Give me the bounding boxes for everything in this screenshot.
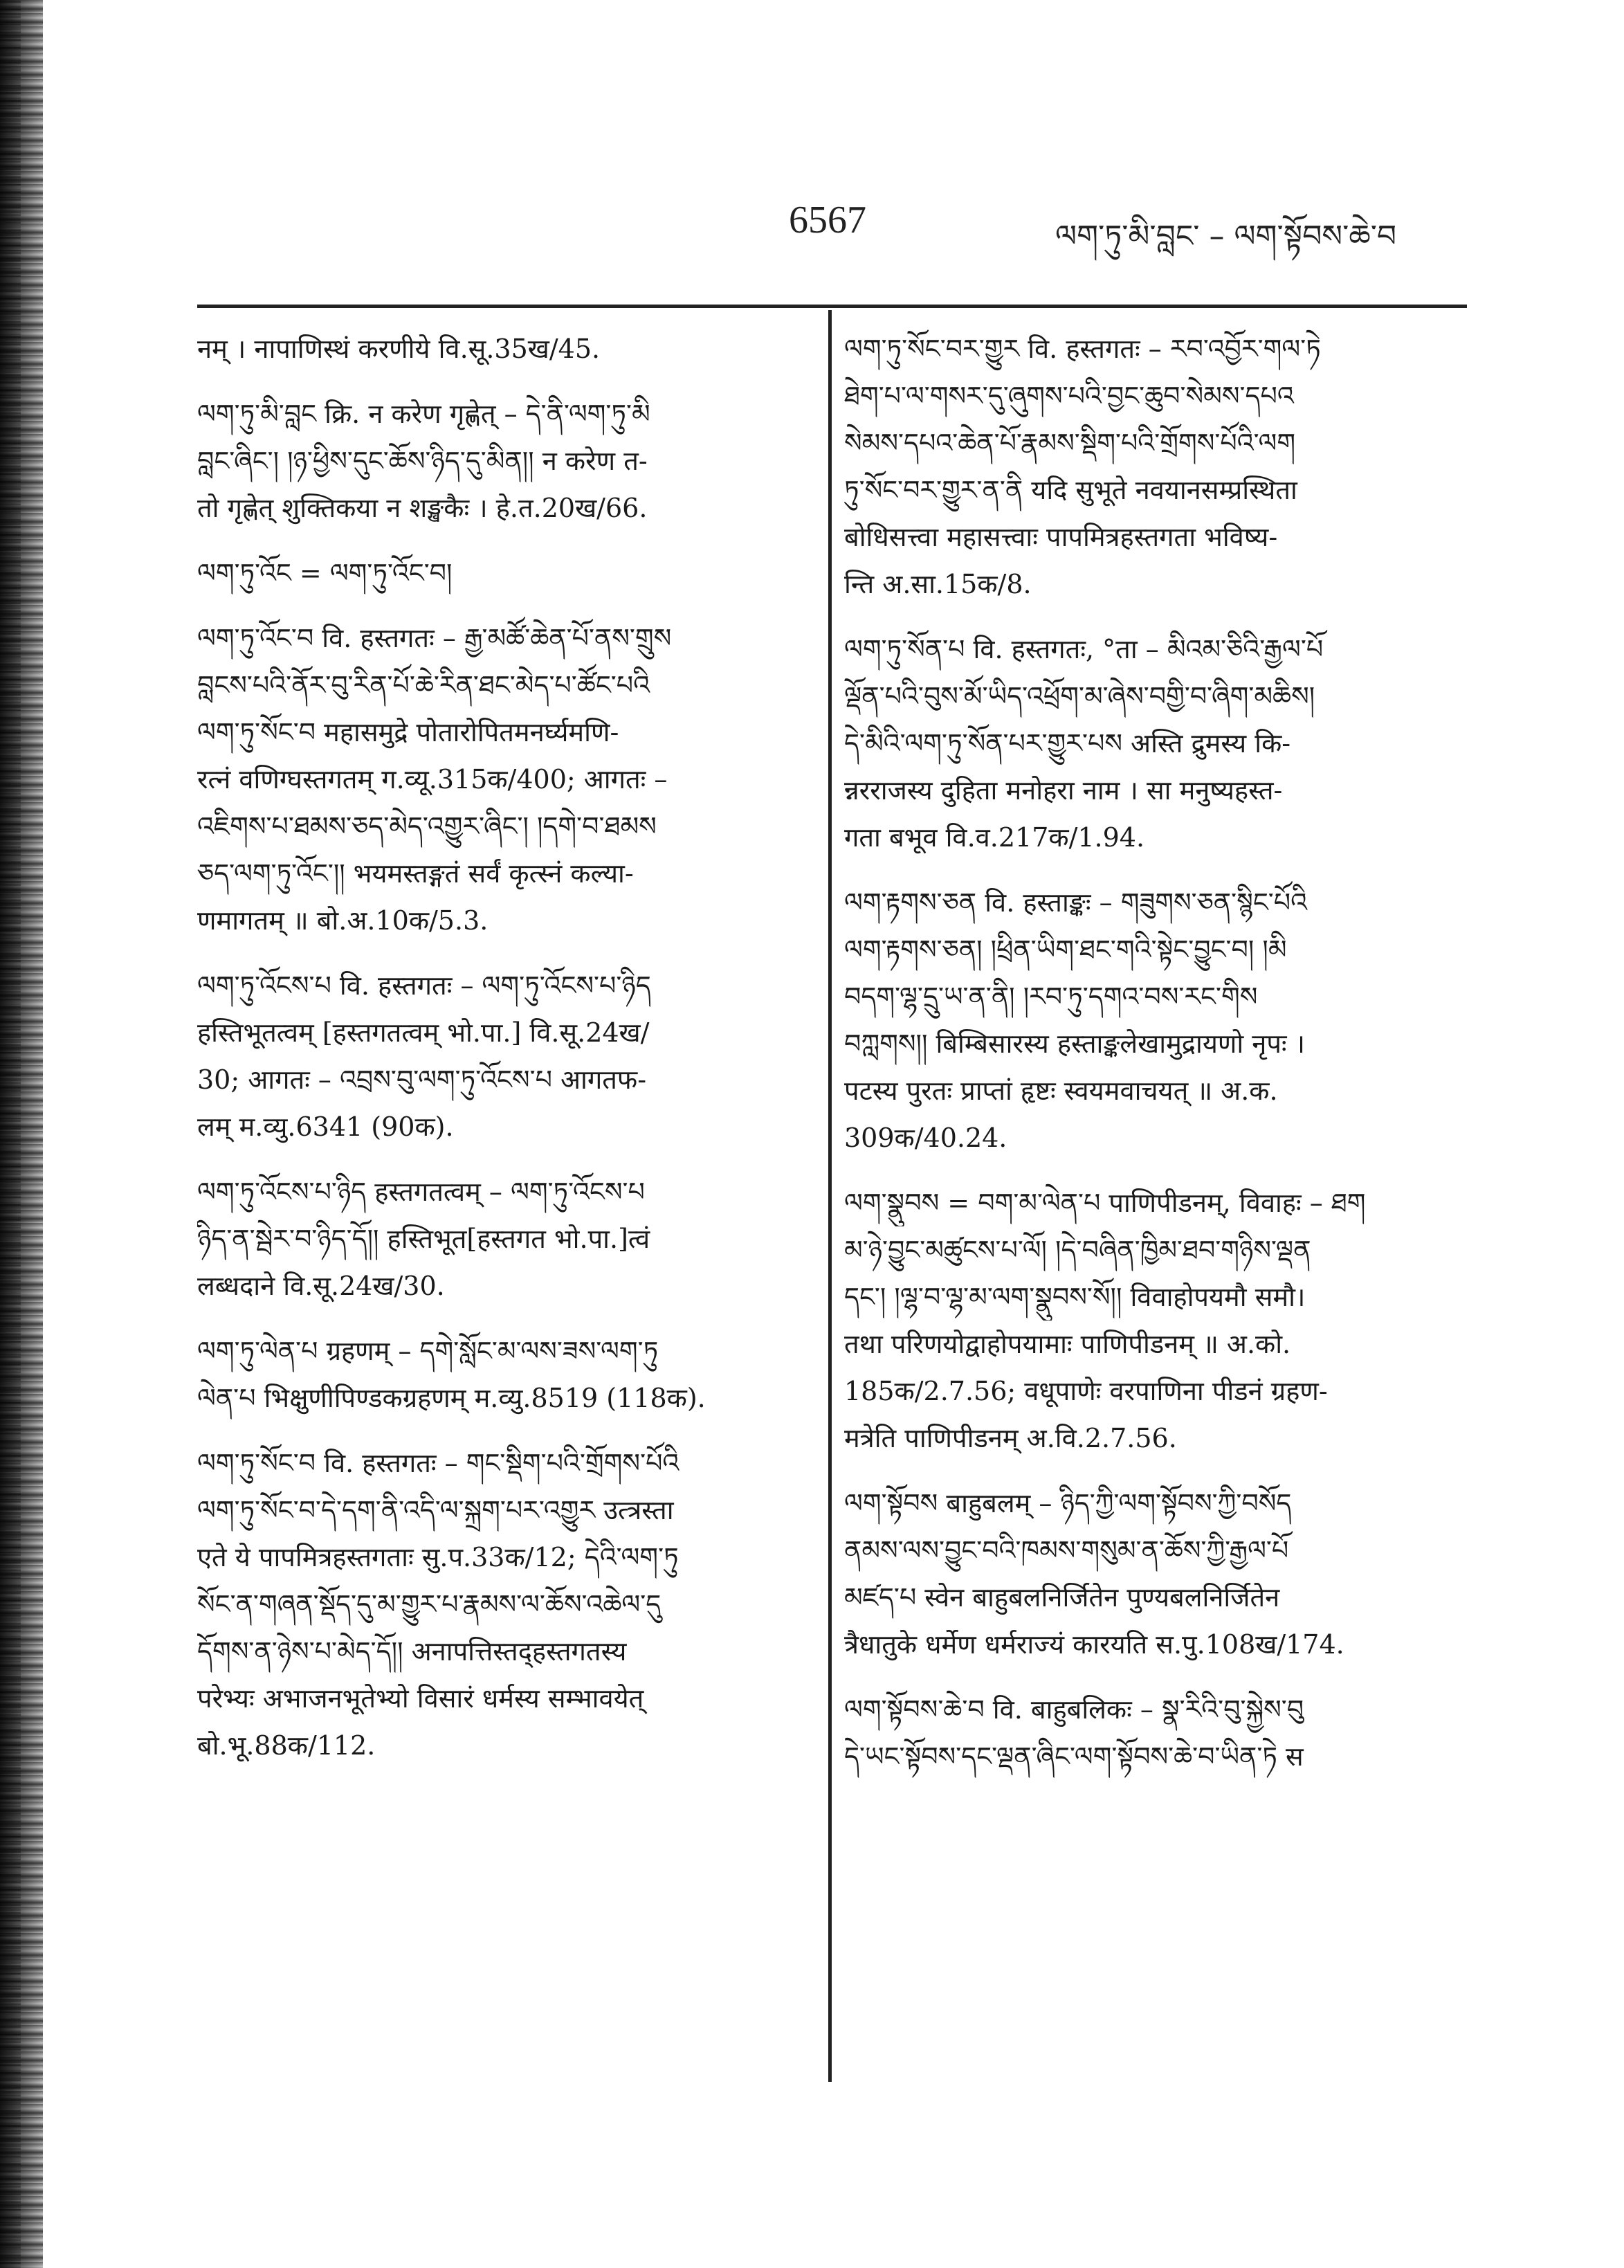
entry-line: འཇིགས་པ་ཐམས་ཅད་མེད་འགྱུར་ཞིང་། །དགེ་བ་ཐམས [197, 811, 657, 842]
entry-line: སེམས་དཔའ་ཆེན་པོ་རྣམས་སྡིག་པའི་གྲོགས་པོའི་ལག [844, 428, 1296, 458]
entry-line: 309क/40.24. [844, 1123, 1007, 1153]
entry-line: ལག་ཏུ་སོང་བ महासमुद्रे पोतारोपितमनर्घ्यमणि- [197, 717, 619, 747]
dictionary-entry [197, 550, 806, 597]
entry-line: ལག་སྟོབས बाहुबलम् – ཉིད་ཀྱི་ལག་སྟོབས་ཀྱི་བསོད [844, 1488, 1292, 1518]
entry-line: तथा परिणयोद्वाहोपयामाः पाणिपीडनम् ॥ अ.को. [844, 1329, 1291, 1359]
entry-line: ལག་ཏུ་འོང = ལག་ཏུ་འོང་བ། [197, 558, 453, 588]
scan-edge-noise [0, 0, 21, 2268]
entry-line: ལག་རྟགས་ཅན वि. हस्ताङ्कः – གཟུགས་ཅན་སྙིང་པོའི [844, 887, 1308, 918]
entry-line: ལག་ཏུ་འོངས་པ वि. हस्तगतः – ལག་ཏུ་འོངས་པ་ཉིད [197, 970, 651, 1001]
entry-line: बो.भू.88क/112. [197, 1730, 376, 1761]
entry-line: तो गृह्णेत् शुक्तिकया न शङ्खकैः । हे.त.20ख/66. [197, 493, 648, 523]
entry-line: बोधिसत्त्वा महासत्त्वाः पापमित्रहस्तगता भविष्य- [844, 522, 1278, 552]
entry-line: སོང་ན་གཞན་སྡོད་དུ་མ་གྱུར་པ་རྣམས་ལ་ཆོས་འཆེལ་དུ [197, 1589, 662, 1620]
entry-line: མཛད་པ स्वेन बाहुबलनिर्जितेन पुण्यबलनिर्जितेन [844, 1582, 1280, 1613]
header-rule [197, 305, 1467, 308]
entry-line: लम् म.व्यु.6341 (90क). [197, 1112, 454, 1142]
entry-line: 30; आगतः – འབྲས་བུ་ལག་ཏུ་འོངས་པ आगतफ- [197, 1064, 647, 1095]
entry-line: नम् । नापाणिस्थं करणीये वि.सू.35ख/45. [197, 334, 601, 364]
dictionary-entry [844, 1179, 1467, 1462]
entry-line: ཏུ་སོང་བར་གྱུར་ན་ནི यदि सुभूते नवयानसम्प्रस्थिता [844, 475, 1297, 505]
entry-line: ལག་རྟགས་ཅན། །ཕྲིན་ཡིག་ཐང་གའི་སྟེང་བྱུང་བ། །མི [844, 934, 1287, 965]
page-number: 6567 [789, 199, 866, 242]
dictionary-entry [844, 879, 1467, 1161]
entry-line: ལག་སྣུབས = བག་མ་ལེན་པ पाणिपीडनम्, विवाहः – ཐག [844, 1188, 1366, 1218]
entry-line: ལག་ཏུ་སོང་བ वि. हस्तगतः – གང་སྡིག་པའི་གྲོགས་པོའི [197, 1448, 679, 1478]
dictionary-entry [197, 1327, 806, 1422]
entry-line: བླང་ཞིང་། །ཉ་ཕྱིས་དུང་ཆོས་ཉིད་དུ་མིན།། न करेण त- [197, 446, 648, 476]
entry-line: དང་། །ལྷ་བ་ལྷ་མ་ལག་སྣུབས་སོ།། विवाहोपयमौ समौ। [844, 1282, 1306, 1312]
entry-line: དེ་ཡང་སྟོབས་དང་ལྡན་ཞིང་ལག་སྟོབས་ཆེ་བ་ཡིན་ཏེ स [844, 1741, 1304, 1772]
entry-line: ཅད་ལག་ཏུ་འོང་།། भयमस्तङ्गतं सर्वं कृत्स्नं कल्या- [197, 858, 634, 889]
dictionary-entry [197, 962, 806, 1150]
column-divider [828, 310, 832, 2082]
entry-line: ལག་ཏུ་སོང་བར་གྱུར वि. हस्तगतः – རབ་འབྱོར་གལ་ཏེ [844, 334, 1321, 364]
entry-line: དེ་མིའི་ལག་ཏུ་སོན་པར་གྱུར་པས अस्ति द्रुमस्य कि- [844, 728, 1291, 759]
entry-line: णमागतम् ॥ बो.अ.10क/5.3. [197, 905, 489, 936]
entry-line: ཉིད་ན་སྦེར་བ་ཉིད་དོ།། हस्तिभूत[हस्तगत भो.पा.]त्वं [197, 1224, 650, 1254]
entry-line: परेभ्यः अभाजनभूतेभ्यो विसारं धर्मस्य सम्भावयेत् [197, 1683, 644, 1714]
entry-line: ལག་ཏུ་ལེན་པ ग्रहणम् – དགེ་སློང་མ་ལས་ཟས་ལག་ཏུ [197, 1336, 659, 1366]
dictionary-entry [197, 390, 806, 532]
entry-line: མ་ཉེ་བྱུང་མཚུངས་པ་ལོ། །དེ་བཞིན་ཁྱིམ་ཐབ་གཉིས་ལྡན [844, 1235, 1311, 1265]
entry-line: ལེན་པ भिक्षुणीपिण्डकग्रहणम् म.व्यु.8519 (118क). [197, 1383, 706, 1413]
entry-line: ལག་ཏུ་འོང་བ वि. हस्तगतः – རྒྱ་མཚོ་ཆེན་པོ་ནས་གྲུས [197, 623, 672, 653]
dictionary-entry [197, 325, 806, 372]
dictionary-entry [197, 615, 806, 944]
entry-line: ལྡོན་པའི་བུས་མོ་ཡིད་འཕྲོག་མ་ཞེས་བགྱི་བ་ཞིག་མཆིས། [844, 681, 1315, 711]
dictionary-entry [844, 325, 1467, 608]
entry-line: गता बभूव वि.व.217क/1.94. [844, 822, 1145, 853]
dictionary-entry [197, 1168, 806, 1309]
entry-line: पटस्य पुरतः प्राप्तां हृष्टः स्वयमवाचयत् ॥ अ.क. [844, 1076, 1278, 1106]
entry-line: न्ति अ.सा.15क/8. [844, 569, 1032, 599]
dictionary-entry [844, 1480, 1467, 1668]
entry-line: 185क/2.7.56; वधूपाणेः वरपाणिना पीडनं ग्रहण- [844, 1376, 1328, 1406]
entry-line: मत्रेति पाणिपीडनम् अ.वि.2.7.56. [844, 1423, 1177, 1453]
entry-line: ལག་ཏུ་སོན་པ वि. हस्तगतः, °ता – མིའམ་ཅིའི་རྒྱལ་པོ [844, 634, 1324, 664]
entry-line: रत्नं वणिग्घस्तगतम् ग.व्यू.315क/400; आगतः – [197, 764, 668, 795]
dictionary-entry [844, 1686, 1467, 1780]
entry-line: हस्तिभूतत्वम् [हस्तगतत्वम् भो.पा.] वि.सू.24ख/ [197, 1017, 650, 1048]
entry-line: དོགས་ན་ཉེས་པ་མེད་དོ།། अनापत्तिस्तद्हस्तगतस्य [197, 1636, 627, 1667]
right-column [844, 325, 1467, 1798]
entry-line: न्नरराजस्य दुहिता मनोहरा नाम । सा मनुष्यहस्त- [844, 775, 1283, 806]
left-column [197, 325, 806, 1787]
entry-line: བླངས་པའི་ནོར་བུ་རིན་པོ་ཆེ་རིན་ཐང་མེད་པ་ཚོང་པའི [197, 670, 650, 700]
entry-line: ལག་ཏུ་འོངས་པ་ཉིད हस्तगतत्वम् – ལག་ཏུ་འོངས་པ [197, 1177, 645, 1207]
entry-line: लब्धदाने वि.सू.24ख/30. [197, 1271, 445, 1301]
running-head: ལག་ཏུ་མི་བླང་ – ལག་སྟོབས་ཆེ་བ [1055, 219, 1397, 254]
entry-line: ནམས་ལས་བྱུང་བའི་ཁམས་གསུམ་ན་ཆོས་ཀྱི་རྒྱལ་པོ [844, 1535, 1289, 1566]
entry-line: ལག་ཏུ་སོང་བ་དེ་དག་ནི་འདི་ལ་སྐྲག་པར་འགྱུར उत्त्रस्ता [197, 1495, 674, 1525]
entry-line: एते ये पापमित्रहस्तगताः सु.प.33क/12; དེའི་ལག་ཏུ [197, 1542, 679, 1572]
entry-line: བཀླགས།། बिम्बिसारस्य हस्ताङ्कलेखामुद्रायणो नृपः । [844, 1028, 1306, 1059]
dictionary-entry [844, 626, 1467, 861]
entry-line: ལག་སྟོབས་ཆེ་བ वि. बाहुबलिकः – སྣ་རིའི་བུ་སྐྱེས་བུ [844, 1694, 1304, 1725]
entry-line: ཐེག་པ་ལ་གསར་དུ་ཞུགས་པའི་བྱང་ཆུབ་སེམས་དཔའ [844, 381, 1294, 411]
entry-line: བདག་ལྷ་དྲུ་ཡ་ན་ནི། །རབ་ཏུ་དགའ་བས་རང་གིས [844, 981, 1258, 1012]
entry-line: ལག་ཏུ་མི་བླང क्रि. न करेण गृह्णेत् – དེ་ནི་ལག་ཏུ་མི [197, 399, 650, 429]
entry-line: त्रैधातुके धर्मेण धर्मराज्यं कारयति स.पु.108ख/174. [844, 1629, 1344, 1660]
dictionary-entry [197, 1440, 806, 1769]
